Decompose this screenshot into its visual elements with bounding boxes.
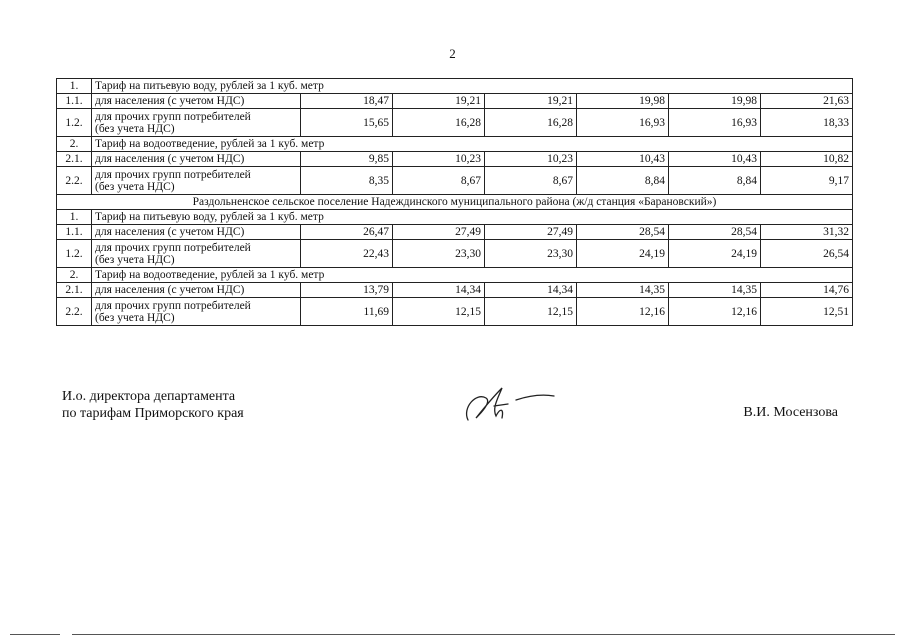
tariff-value: 19,21	[485, 94, 577, 109]
tariff-value: 9,85	[301, 152, 393, 167]
tariff-value: 12,15	[393, 298, 485, 326]
table-row	[57, 240, 853, 268]
row-number: 1.2.	[57, 240, 92, 268]
row-label-line: для прочих групп потребителей	[95, 168, 251, 181]
tariff-value: 26,54	[761, 240, 853, 268]
row-label	[92, 167, 301, 195]
tariff-value: 8,67	[393, 167, 485, 195]
tariff-value: 8,84	[577, 167, 669, 195]
row-number: 2.	[57, 268, 92, 283]
tariff-value: 14,76	[761, 283, 853, 298]
row-label-line: (без учета НДС)	[95, 253, 175, 266]
tariff-value: 12,16	[669, 298, 761, 326]
row-label-line: (без учета НДС)	[95, 180, 175, 193]
tariff-value: 23,30	[393, 240, 485, 268]
row-label	[92, 298, 301, 326]
tariff-value: 11,69	[301, 298, 393, 326]
tariff-value: 18,47	[301, 94, 393, 109]
row-label	[92, 109, 301, 137]
row-label-line: для прочих групп потребителей	[95, 110, 251, 123]
table-row	[57, 94, 853, 109]
tariff-value: 24,19	[577, 240, 669, 268]
tariff-value: 12,15	[485, 298, 577, 326]
tariff-value: 10,43	[577, 152, 669, 167]
tariff-value: 14,35	[669, 283, 761, 298]
tariff-value: 10,23	[393, 152, 485, 167]
tariff-value: 16,28	[393, 109, 485, 137]
table-row-section	[57, 137, 853, 152]
tariff-value: 18,33	[761, 109, 853, 137]
section-label: Тариф на водоотведение, рублей за 1 куб. метр	[92, 137, 853, 152]
tariff-value: 8,84	[669, 167, 761, 195]
section-label: Тариф на питьевую воду, рублей за 1 куб. метр	[92, 210, 853, 225]
row-label	[92, 240, 301, 268]
tariff-value: 8,35	[301, 167, 393, 195]
row-number: 1.	[57, 210, 92, 225]
tariff-value: 14,35	[577, 283, 669, 298]
row-number: 1.	[57, 79, 92, 94]
table-row	[57, 225, 853, 240]
tariff-value: 28,54	[577, 225, 669, 240]
row-number: 2.2.	[57, 167, 92, 195]
table-row-section	[57, 210, 853, 225]
row-number: 2.1.	[57, 152, 92, 167]
tariff-value: 27,49	[485, 225, 577, 240]
tariff-value: 13,79	[301, 283, 393, 298]
row-label-line: для прочих групп потребителей	[95, 241, 251, 254]
tariff-table	[56, 78, 853, 326]
row-label-line: для населения (с учетом НДС)	[95, 153, 245, 165]
tariff-value: 16,28	[485, 109, 577, 137]
row-label	[92, 283, 301, 298]
tariff-value: 10,82	[761, 152, 853, 167]
row-number: 2.1.	[57, 283, 92, 298]
tariff-value: 12,16	[577, 298, 669, 326]
row-label	[92, 152, 301, 167]
tariff-value: 27,49	[393, 225, 485, 240]
row-label-line: для населения (с учетом НДС)	[95, 95, 245, 107]
tariff-table-body	[57, 79, 853, 326]
table-row	[57, 167, 853, 195]
row-label-line: для населения (с учетом НДС)	[95, 226, 245, 238]
row-label	[92, 225, 301, 240]
table-row	[57, 298, 853, 326]
tariff-value: 9,17	[761, 167, 853, 195]
tariff-value: 16,93	[669, 109, 761, 137]
section-label: Тариф на питьевую воду, рублей за 1 куб. метр	[92, 79, 853, 94]
signatory-position-line-1: И.о. директора департамента	[62, 389, 236, 404]
tariff-value: 19,98	[577, 94, 669, 109]
table-row-settlement-title	[57, 195, 853, 210]
table-row-section	[57, 268, 853, 283]
row-number: 1.2.	[57, 109, 92, 137]
row-label-line: для прочих групп потребителей	[95, 299, 251, 312]
tariff-value: 12,51	[761, 298, 853, 326]
row-label-line: (без учета НДС)	[95, 311, 175, 324]
table-row	[57, 109, 853, 137]
table-row	[57, 283, 853, 298]
row-label-line: для населения (с учетом НДС)	[95, 284, 245, 296]
table-row	[57, 152, 853, 167]
signatory-position	[62, 388, 244, 422]
row-number: 2.2.	[57, 298, 92, 326]
tariff-value: 16,93	[577, 109, 669, 137]
tariff-value: 10,43	[669, 152, 761, 167]
tariff-value: 21,63	[761, 94, 853, 109]
tariff-value: 8,67	[485, 167, 577, 195]
signatory-name: В.И. Мосензова	[743, 405, 838, 420]
row-label-line: (без учета НДС)	[95, 122, 175, 135]
row-label	[92, 94, 301, 109]
tariff-value: 15,65	[301, 109, 393, 137]
tariff-value: 23,30	[485, 240, 577, 268]
handwritten-signature	[458, 378, 558, 428]
row-number: 1.1.	[57, 225, 92, 240]
scan-edge-line-left	[10, 634, 60, 635]
tariff-value: 22,43	[301, 240, 393, 268]
row-number: 1.1.	[57, 94, 92, 109]
tariff-value: 14,34	[485, 283, 577, 298]
tariff-value: 26,47	[301, 225, 393, 240]
tariff-value: 19,98	[669, 94, 761, 109]
tariff-value: 28,54	[669, 225, 761, 240]
page-number: 2	[449, 46, 456, 61]
table-row-section	[57, 79, 853, 94]
tariff-value: 19,21	[393, 94, 485, 109]
scan-edge-line-right	[72, 634, 895, 635]
section-label: Тариф на водоотведение, рублей за 1 куб. метр	[92, 268, 853, 283]
settlement-title: Раздольненское сельское поселение Надеждинского муниципального района (ж/д станция «Барановский»)	[57, 195, 853, 210]
tariff-value: 24,19	[669, 240, 761, 268]
tariff-value: 31,32	[761, 225, 853, 240]
tariff-value: 14,34	[393, 283, 485, 298]
signatory-position-line-2: по тарифам Приморского края	[62, 406, 244, 421]
row-number: 2.	[57, 137, 92, 152]
tariff-value: 10,23	[485, 152, 577, 167]
